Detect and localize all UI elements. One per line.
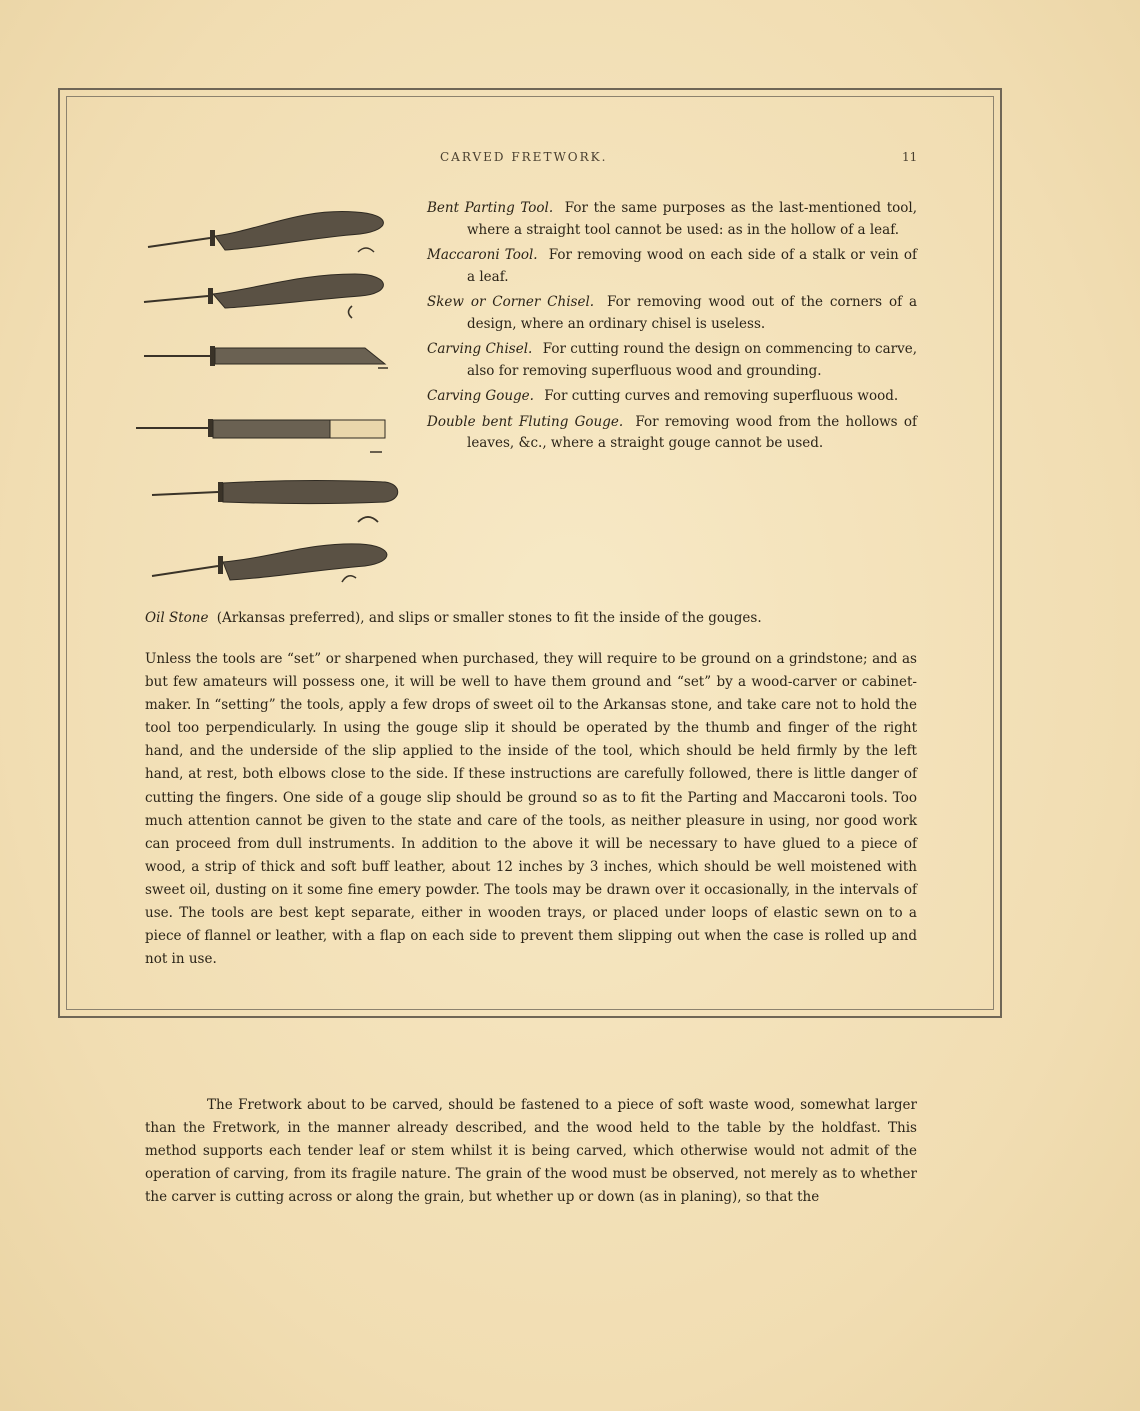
tool-name: Maccaroni Tool. [427, 247, 538, 263]
tool-name: Double bent Fluting Gouge. [427, 413, 624, 430]
running-head: CARVED FRETWORK. [440, 150, 608, 164]
skew-chisel-icon [144, 346, 388, 368]
body-paragraph: Unless the tools are “set” or sharpened when purchased, they will require to be ground on a grindstone; and as but few amateurs will possess one, it will be well to have them ground and “set” by a wood-carver or cabinet-maker. In “setting” the tools, apply a few drops of sweet oil to the Arkansas stone, and take care not to hold the tool too perpendicularly. In using the gouge slip it should be operated by the thumb and finger of the right hand, and the underside of the slip applied to the inside of the tool, which should be held firmly by the left hand, at rest, both elbows close to the side. If these instructions are carefully followed, there is little danger of cutting the fingers. One side of a gouge slip should be ground so as to fit the Parting and Maccaroni tools. Too much attention cannot be given to the state and care of the tools, as neither pleasure in using, nor good work can proceed from dull instruments. In addition to the above it will be necessary to have glued to a piece of wood, a strip of thick and soft buff leather, about 12 inches by 3 inches, which should be well moistened with sweet oil, dusting on it some fine emery powder. The tools may be drawn over it occasionally, in the intervals of use. The tools are best kept separate, either in wooden trays, or placed under loops of elastic sewn on to a piece of flannel or leather, with a flap on each side to prevent them slipping out when the case is rolled up and not in use. [145, 651, 917, 968]
bent-parting-tool-icon [148, 212, 383, 252]
carving-tools-illustration [130, 190, 410, 600]
tool-description: For cutting round the design on commencing to carve, also for removing superfluous wood and grounding. [467, 341, 917, 379]
tool-description: For the same purposes as the last-mentioned tool, where a straight tool cannot be used: as in the hollow of a leaf. [467, 200, 917, 238]
tool-name: Carving Gouge. [427, 388, 534, 404]
tool-name: Bent Parting Tool. [427, 200, 554, 216]
oil-stone-note [145, 608, 925, 628]
page-number: 11 [902, 150, 918, 164]
tool-description: For removing wood on each side of a stalk or vein of a leaf. [467, 247, 918, 285]
tool-list [427, 198, 917, 459]
tool-description: For removing wood from the hollows of leaves, &c., where a straight gouge cannot be used. [467, 413, 917, 451]
tool-description: For cutting curves and removing superfluous wood. [544, 388, 899, 404]
tool-name: Skew or Corner Chisel. [427, 294, 595, 310]
tool-entry [427, 339, 917, 382]
tool-entry [427, 386, 917, 408]
oil-stone-name: Oil Stone [145, 610, 209, 626]
tool-entry [427, 412, 917, 455]
carving-chisel-icon [136, 419, 385, 452]
body-paragraph: The Fretwork about to be carved, should be fastened to a piece of soft waste wood, somewhat larger than the Fretwork, in the manner already described, and the wood held to the table by the holdfast. This method supports each tender leaf or stem whilst it is being carved, which otherwise would not admit of the operation of carving, from its fragile nature. The grain of the wood must be observed, not merely as to whether the carver is cutting across or along the grain, but whether up or down (as in planing), so that the [145, 1097, 917, 1206]
tool-entry [427, 245, 917, 288]
oil-stone-text: (Arkansas preferred), and slips or smaller stones to fit the inside of the gouges. [216, 610, 762, 626]
tool-name: Carving Chisel. [427, 341, 533, 357]
carving-gouge-icon [152, 481, 398, 522]
tool-description: For removing wood out of the corners of a design, where an ordinary chisel is useless. [467, 294, 918, 332]
tool-entry [427, 292, 917, 335]
tool-entry [427, 198, 917, 241]
maccaroni-tool-icon [144, 274, 383, 318]
double-bent-fluting-gouge-icon [152, 544, 387, 582]
